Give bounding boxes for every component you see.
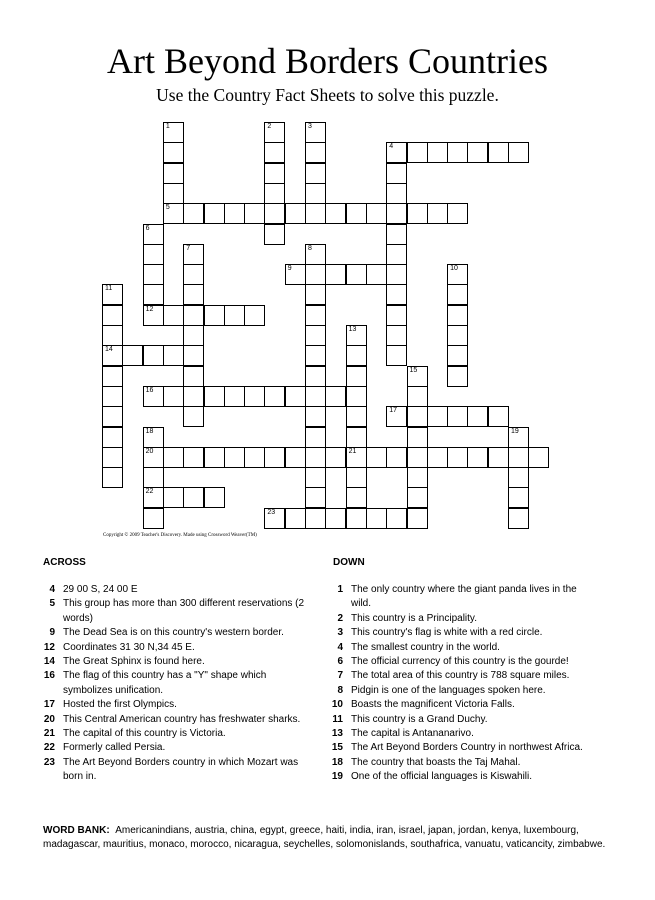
grid-cell[interactable]: [143, 386, 164, 407]
grid-cell[interactable]: [407, 142, 428, 163]
grid-cell[interactable]: [366, 264, 387, 285]
grid-cell[interactable]: [407, 487, 428, 508]
grid-cell[interactable]: [346, 386, 367, 407]
grid-cell[interactable]: [285, 386, 306, 407]
clue-text: The Art Beyond Borders country in which Mozart was born in.: [63, 756, 299, 783]
grid-cell[interactable]: [244, 447, 265, 468]
grid-cell[interactable]: [305, 163, 326, 184]
grid-cell[interactable]: [407, 366, 428, 387]
grid-cell[interactable]: [325, 447, 346, 468]
grid-cell[interactable]: [183, 203, 204, 224]
grid-cell[interactable]: [163, 305, 184, 326]
grid-cell[interactable]: [143, 224, 164, 245]
down-clue-7: [331, 669, 596, 683]
grid-cell[interactable]: [346, 427, 367, 448]
grid-cell[interactable]: [386, 406, 407, 427]
grid-cell[interactable]: [508, 142, 529, 163]
grid-cell[interactable]: [346, 345, 367, 366]
grid-cell[interactable]: [264, 386, 285, 407]
down-clue-19: [331, 770, 596, 784]
grid-cell[interactable]: [305, 487, 326, 508]
grid-cell[interactable]: [508, 508, 529, 529]
clue-number: 4: [337, 641, 343, 653]
grid-cell[interactable]: [163, 142, 184, 163]
clue-text: This Central American country has freshwater sharks.: [63, 713, 301, 725]
grid-cell[interactable]: [102, 427, 123, 448]
down-clue-3: [331, 626, 596, 640]
grid-cell[interactable]: [386, 264, 407, 285]
grid-cell[interactable]: [183, 284, 204, 305]
grid-cell[interactable]: [143, 284, 164, 305]
clue-number-18: 18: [145, 427, 154, 435]
grid-cell[interactable]: [346, 203, 367, 224]
down-clue-4: [331, 641, 596, 655]
clue-number-10: 10: [450, 265, 458, 273]
clue-number: 1: [337, 584, 343, 595]
grid-cell[interactable]: [427, 406, 448, 427]
clue-number-23: 23: [267, 508, 276, 516]
grid-cell[interactable]: [427, 142, 448, 163]
grid-cell[interactable]: [183, 244, 204, 265]
across-clue-14: [43, 655, 305, 669]
grid-cell[interactable]: [183, 386, 204, 407]
clue-number-16: 16: [145, 386, 154, 394]
clue-number-17: 17: [389, 407, 397, 415]
puzzle-subtitle: Use the Country Fact Sheets to solve this puzzle.: [156, 85, 499, 105]
clue-number: 14: [43, 656, 55, 668]
clue-number: 11: [332, 713, 343, 725]
grid-cell[interactable]: [366, 203, 387, 224]
clue-number: 20: [43, 713, 55, 725]
grid-cell[interactable]: [143, 508, 164, 529]
grid-cell[interactable]: [224, 447, 245, 468]
clue-number-12: 12: [145, 305, 154, 313]
grid-cell[interactable]: [102, 305, 123, 326]
grid-cell[interactable]: [447, 447, 468, 468]
across-heading: ACROSS: [43, 557, 86, 568]
grid-cell[interactable]: [224, 386, 245, 407]
clue-number: 8: [337, 684, 343, 696]
clue-text: Coordinates 31 30 N,34 45 E.: [63, 641, 195, 653]
clue-number-19: 19: [511, 427, 519, 435]
grid-cell[interactable]: [427, 203, 448, 224]
across-clue-20: [43, 713, 305, 727]
grid-cell[interactable]: [305, 284, 326, 305]
grid-cell[interactable]: [264, 183, 285, 204]
across-clue-4: [43, 583, 305, 597]
clue-number: 12: [43, 641, 55, 653]
clue-text: This group has more than 300 different reservations (2 words): [63, 598, 305, 624]
grid-cell[interactable]: [305, 264, 326, 285]
grid-cell[interactable]: [325, 203, 346, 224]
clue-number-13: 13: [348, 326, 357, 333]
grid-cell[interactable]: [305, 345, 326, 366]
grid-cell[interactable]: [264, 163, 285, 184]
clue-number: 18: [331, 756, 343, 768]
grid-cell[interactable]: [305, 325, 326, 346]
grid-cell[interactable]: [386, 203, 407, 224]
grid-cell[interactable]: [143, 427, 164, 448]
clue-number-4: 4: [389, 143, 394, 151]
grid-cell[interactable]: [447, 264, 468, 285]
clue-number-1: 1: [165, 123, 170, 130]
grid-cell[interactable]: [407, 427, 428, 448]
clue-text: The capital of this country is Victoria.: [63, 728, 226, 740]
grid-cell[interactable]: [447, 203, 468, 224]
grid-cell[interactable]: [143, 467, 164, 488]
grid-cell[interactable]: [163, 163, 184, 184]
grid-cell[interactable]: [183, 345, 204, 366]
grid-cell[interactable]: [285, 447, 306, 468]
grid-cell[interactable]: [346, 467, 367, 488]
grid-cell[interactable]: [447, 284, 468, 305]
clue-number-14: 14: [105, 346, 113, 354]
clue-text: The capital is Antananarivo.: [351, 728, 474, 740]
grid-cell[interactable]: [407, 203, 428, 224]
clue-number: 16: [43, 670, 55, 682]
grid-cell[interactable]: [305, 366, 326, 387]
grid-cell[interactable]: [528, 447, 549, 468]
grid-cell[interactable]: [346, 264, 367, 285]
grid-cell[interactable]: [102, 284, 123, 305]
grid-cell[interactable]: [163, 183, 184, 204]
clue-number: 15: [331, 742, 343, 754]
grid-cell[interactable]: [346, 487, 367, 508]
clue-number: 22: [43, 742, 55, 754]
grid-cell[interactable]: [143, 264, 164, 285]
grid-cell[interactable]: [305, 203, 326, 224]
clue-text: Hosted the first Olympics.: [63, 699, 177, 711]
clue-text: The smallest country in the world.: [351, 641, 500, 653]
clue-number: 9: [49, 627, 55, 639]
clue-number-22: 22: [145, 488, 154, 496]
grid-cell[interactable]: [366, 508, 387, 529]
grid-cell[interactable]: [102, 447, 123, 468]
puzzle-title: Art Beyond Borders Countries: [107, 41, 548, 81]
clue-text: This country is a Grand Duchy.: [351, 713, 488, 725]
clue-text: The official currency of this country is the gourde!: [351, 656, 569, 668]
down-clue-6: [331, 655, 596, 669]
grid-cell[interactable]: [244, 305, 265, 326]
clue-text: The flag of this country has a "Y" shape which symbolizes unification.: [63, 670, 267, 696]
grid-cell[interactable]: [264, 203, 285, 224]
grid-cell[interactable]: [183, 487, 204, 508]
grid-cell[interactable]: [285, 203, 306, 224]
grid-cell[interactable]: [386, 345, 407, 366]
clue-number-15: 15: [409, 366, 418, 374]
clue-number-5: 5: [165, 204, 170, 212]
grid-cell[interactable]: [325, 508, 346, 529]
clue-text: The Dead Sea is on this country's western border.: [63, 627, 284, 639]
clue-text: Boasts the magnificent Victoria Falls.: [351, 699, 515, 711]
grid-cell[interactable]: [143, 345, 164, 366]
grid-cell[interactable]: [122, 345, 143, 366]
grid-cell[interactable]: [407, 467, 428, 488]
across-clue-9: [43, 626, 305, 640]
grid-cell[interactable]: [264, 122, 285, 143]
down-clue-13: [331, 727, 596, 741]
down-clue-11: [331, 713, 596, 727]
grid-cell[interactable]: [407, 447, 428, 468]
grid-cell[interactable]: [488, 142, 509, 163]
grid-cell[interactable]: [488, 447, 509, 468]
grid-cell[interactable]: [508, 467, 529, 488]
grid-cell[interactable]: [305, 427, 326, 448]
grid-cell[interactable]: [305, 386, 326, 407]
grid-cell[interactable]: [143, 487, 164, 508]
clue-number-3: 3: [308, 123, 312, 130]
grid-cell[interactable]: [143, 244, 164, 265]
grid-cell[interactable]: [102, 386, 123, 407]
grid-cell[interactable]: [183, 447, 204, 468]
grid-cell[interactable]: [366, 447, 387, 468]
clue-text: This country is a Principality.: [351, 612, 477, 624]
grid-cell[interactable]: [386, 325, 407, 346]
grid-cell[interactable]: [407, 386, 428, 407]
grid-cell[interactable]: [285, 264, 306, 285]
grid-cell[interactable]: [224, 305, 245, 326]
grid-cell[interactable]: [204, 487, 225, 508]
down-clue-18: [331, 756, 596, 770]
down-clue-10: [331, 698, 596, 712]
grid-cell[interactable]: [447, 305, 468, 326]
clue-text: The Great Sphinx is found here.: [63, 656, 205, 668]
grid-cell[interactable]: [183, 366, 204, 387]
grid-cell[interactable]: [305, 122, 326, 143]
grid-cell[interactable]: [467, 142, 488, 163]
word-bank-words: Americanindians, austria, china, egypt, greece, haiti, india, iran, israel, japan, jordan, kenya, luxembourg, madagascar, mauritius, monaco, morocco, nicaragua, seychelles, solomonislands, southafrica, vanuatu, vaticancity, zimbabwe.: [43, 825, 606, 851]
grid-cell[interactable]: [325, 264, 346, 285]
grid-cell[interactable]: [346, 508, 367, 529]
clue-number-6: 6: [145, 224, 150, 232]
across-clue-21: [43, 727, 305, 741]
grid-cell[interactable]: [244, 386, 265, 407]
grid-cell[interactable]: [163, 447, 184, 468]
clue-number-8: 8: [308, 244, 312, 252]
grid-cell[interactable]: [407, 508, 428, 529]
grid-cell[interactable]: [508, 427, 529, 448]
grid-cell[interactable]: [163, 203, 184, 224]
across-clue-list: [43, 583, 305, 785]
grid-cell[interactable]: [264, 142, 285, 163]
clue-text: Pidgin is one of the languages spoken here.: [351, 684, 546, 696]
grid-cell[interactable]: [264, 508, 285, 529]
grid-cell[interactable]: [305, 508, 326, 529]
clue-number-21: 21: [348, 447, 357, 455]
grid-cell[interactable]: [163, 122, 184, 143]
grid-cell[interactable]: [305, 467, 326, 488]
across-clue-12: [43, 641, 305, 655]
grid-cell[interactable]: [508, 487, 529, 508]
grid-cell[interactable]: [183, 406, 204, 427]
down-clue-1: [331, 583, 596, 612]
grid-cell[interactable]: [102, 325, 123, 346]
grid-cell[interactable]: [204, 447, 225, 468]
down-clue-list: [331, 583, 596, 785]
clue-text: The only country where the giant panda lives in the wild.: [351, 584, 577, 610]
clue-text: The total area of this country is 788 square miles.: [351, 670, 570, 682]
clue-number-11: 11: [105, 285, 113, 293]
grid-cell[interactable]: [447, 325, 468, 346]
across-clue-22: [43, 741, 305, 755]
grid-cell[interactable]: [143, 305, 164, 326]
grid-cell[interactable]: [285, 508, 306, 529]
grid-cell[interactable]: [183, 325, 204, 346]
across-clue-17: [43, 698, 305, 712]
grid-cell[interactable]: [447, 406, 468, 427]
clue-number-9: 9: [287, 265, 292, 273]
grid-cell[interactable]: [346, 406, 367, 427]
grid-cell[interactable]: [427, 447, 448, 468]
clue-number-20: 20: [145, 447, 154, 455]
clue-text: The Art Beyond Borders Country in northwest Africa.: [351, 742, 583, 754]
grid-cell[interactable]: [386, 224, 407, 245]
grid-cell[interactable]: [508, 447, 529, 468]
grid-cell[interactable]: [224, 203, 245, 224]
clue-number: 5: [49, 598, 55, 610]
grid-cell[interactable]: [204, 203, 225, 224]
grid-cell[interactable]: [102, 345, 123, 366]
across-clue-16: [43, 669, 305, 698]
grid-cell[interactable]: [386, 305, 407, 326]
clue-text: One of the official languages is Kiswahili.: [351, 771, 533, 783]
grid-cell[interactable]: [386, 163, 407, 184]
clue-text: The country that boasts the Taj Mahal.: [351, 756, 521, 768]
grid-cell[interactable]: [467, 406, 488, 427]
across-clue-23: [43, 756, 305, 785]
clue-number: 17: [43, 699, 55, 711]
grid-cell[interactable]: [447, 345, 468, 366]
grid-cell[interactable]: [346, 325, 367, 346]
grid-cell[interactable]: [346, 366, 367, 387]
clue-number: 21: [43, 728, 55, 740]
grid-cell[interactable]: [386, 183, 407, 204]
grid-cell[interactable]: [325, 386, 346, 407]
grid-cell[interactable]: [244, 203, 265, 224]
clue-number: 19: [331, 771, 343, 783]
grid-cell[interactable]: [386, 284, 407, 305]
clue-number: 4: [49, 584, 55, 595]
grid-cell[interactable]: [204, 386, 225, 407]
grid-cell[interactable]: [305, 244, 326, 265]
grid-cell[interactable]: [386, 142, 407, 163]
clue-number: 3: [337, 627, 343, 639]
down-clue-15: [331, 741, 596, 755]
grid-cell[interactable]: [183, 305, 204, 326]
grid-cell[interactable]: [143, 447, 164, 468]
grid-cell[interactable]: [386, 244, 407, 265]
clue-text: Formerly called Persia.: [63, 742, 166, 754]
word-bank: [43, 824, 618, 853]
grid-cell[interactable]: [264, 447, 285, 468]
grid-cell[interactable]: [386, 447, 407, 468]
grid-cell[interactable]: [386, 508, 407, 529]
grid-cell[interactable]: [305, 183, 326, 204]
grid-cell[interactable]: [467, 447, 488, 468]
down-heading: DOWN: [333, 557, 365, 568]
grid-cell[interactable]: [407, 406, 428, 427]
grid-cell[interactable]: [305, 305, 326, 326]
clue-number: 13: [331, 728, 343, 740]
grid-cell[interactable]: [447, 366, 468, 387]
grid-cell[interactable]: [305, 406, 326, 427]
grid-cell[interactable]: [163, 386, 184, 407]
grid-cell[interactable]: [305, 447, 326, 468]
clue-number: 10: [331, 699, 343, 711]
grid-cell[interactable]: [163, 345, 184, 366]
clue-number-2: 2: [267, 123, 272, 130]
clue-number: 2: [337, 612, 343, 624]
grid-cell[interactable]: [447, 142, 468, 163]
grid-cell[interactable]: [102, 406, 123, 427]
clue-number: 6: [337, 656, 343, 668]
clue-number: 23: [43, 756, 55, 768]
grid-cell[interactable]: [183, 264, 204, 285]
grid-cell[interactable]: [305, 142, 326, 163]
clue-text: This country's flag is white with a red circle.: [351, 627, 543, 639]
grid-cell[interactable]: [488, 406, 509, 427]
copyright-notice: Copyright © 2009 Teacher's Discovery. Made using Crossword Weaver(TM): [103, 533, 257, 538]
clue-text: 29 00 S, 24 00 E: [63, 584, 138, 595]
clue-number-7: 7: [186, 244, 191, 252]
grid-cell[interactable]: [102, 366, 123, 387]
grid-cell[interactable]: [102, 467, 123, 488]
word-bank-label: WORD BANK:: [43, 825, 110, 836]
down-clue-2: [331, 612, 596, 626]
grid-cell[interactable]: [264, 224, 285, 245]
across-clue-5: [43, 597, 305, 626]
grid-cell[interactable]: [163, 487, 184, 508]
down-clue-8: [331, 684, 596, 698]
clue-number: 7: [337, 670, 343, 682]
grid-cell[interactable]: [204, 305, 225, 326]
grid-cell[interactable]: [346, 447, 367, 468]
